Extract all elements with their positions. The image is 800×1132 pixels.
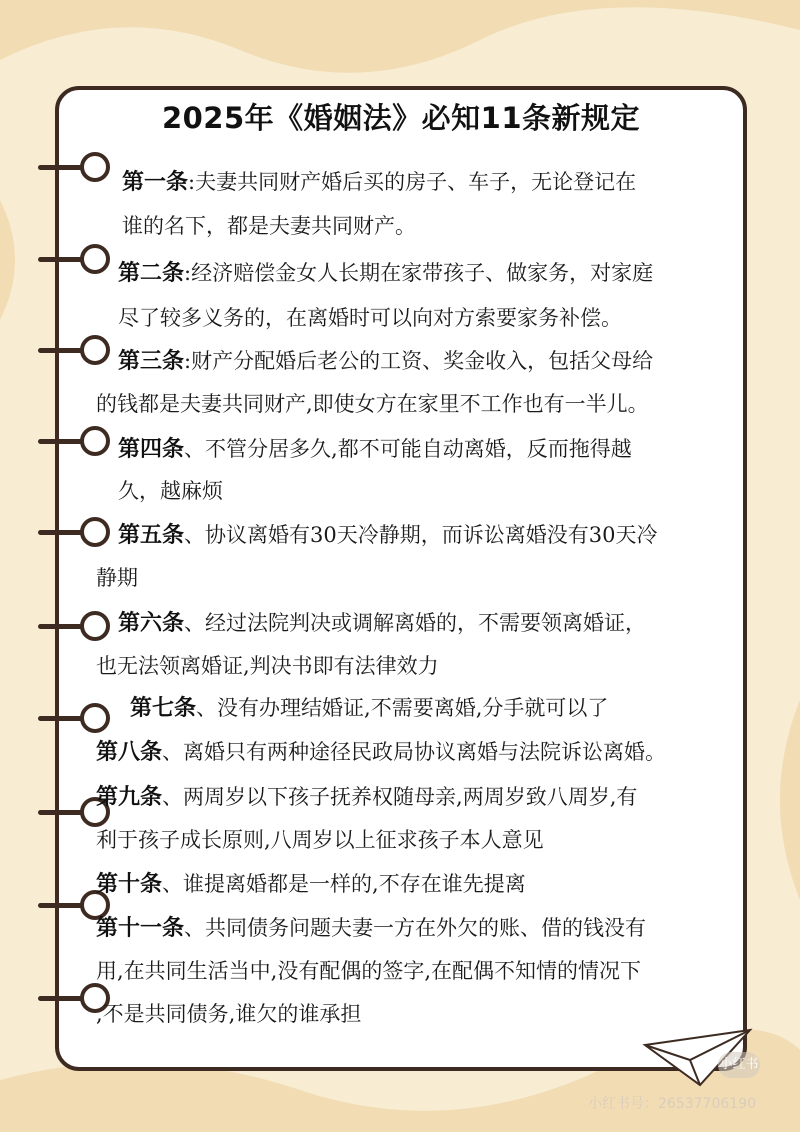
article-text-cont: 用,在共同生活当中,没有配偶的签字,在配偶不知情的情况下 <box>96 959 642 983</box>
article-text: 不管分居多久,都不可能自动离婚，反而拖得越 <box>205 437 632 461</box>
article-text-cont: 也无法领离婚证,判决书即有法律效力 <box>96 654 439 678</box>
article-label: 第十条 <box>96 872 163 897</box>
article-text: 财产分配婚后老公的工资、奖金收入，包括父母给 <box>191 349 654 373</box>
article-text: 没有办理结婚证,不需要离婚,分手就可以了 <box>217 696 609 720</box>
article-label: 第四条 <box>118 437 185 462</box>
article-label: 第二条 <box>118 261 185 286</box>
article-label: 第六条 <box>118 611 185 636</box>
article-text: 夫妻共同财产婚后买的房子、车子，无论登记在 <box>195 170 637 194</box>
article-text: 离婚只有两种途径民政局协议离婚与法院诉讼离婚。 <box>183 740 667 764</box>
article-separator: : <box>184 349 192 373</box>
article-text-cont: 谁的名下，都是夫妻共同财产。 <box>122 214 416 238</box>
article-separator: : <box>184 261 192 285</box>
article-label: 第一条 <box>122 170 189 195</box>
article-text: 经济赔偿金女人长期在家带孩子、做家务，对家庭 <box>191 261 654 285</box>
article-text-cont: 尽了较多义务的，在离婚时可以向对方索要家务补偿。 <box>118 306 622 330</box>
article-text: 谁提离婚都是一样的,不存在谁先提离 <box>183 872 526 896</box>
page-title: 2025年《婚姻法》必知11条新规定 <box>161 101 641 135</box>
article-text: 协议离婚有30天冷静期，而诉讼离婚没有30天冷 <box>205 523 658 547</box>
spiral-ring-icon <box>80 611 110 641</box>
article-separator: 、 <box>184 523 206 547</box>
article-text-cont: 利于孩子成长原则,八周岁以上征求孩子本人意见 <box>96 828 544 852</box>
article-text-cont: ,不是共同债务,谁欠的谁承担 <box>96 1002 362 1026</box>
article-separator: 、 <box>162 740 184 764</box>
article-text: 共同债务问题夫妻一方在外欠的账、借的钱没有 <box>205 916 647 940</box>
article-separator: 、 <box>162 785 184 809</box>
spiral-ring-icon <box>80 426 110 456</box>
article-label: 第三条 <box>118 349 185 374</box>
article-label: 第五条 <box>118 523 185 548</box>
article-text-cont: 久，越麻烦 <box>118 479 223 503</box>
article-separator: 、 <box>184 916 206 940</box>
article-text-cont: 静期 <box>96 566 138 590</box>
article-label: 第八条 <box>96 740 163 765</box>
article-text: 两周岁以下孩子抚养权随母亲,两周岁致八周岁,有 <box>183 785 638 809</box>
article-label: 第十一条 <box>96 916 185 941</box>
article-label: 第七条 <box>130 696 197 721</box>
spiral-ring-icon <box>80 335 110 365</box>
watermark-text: 小红书号：26537706190 <box>588 1096 756 1112</box>
spiral-ring-icon <box>80 517 110 547</box>
article-separator: 、 <box>184 611 206 635</box>
spiral-ring-icon <box>80 244 110 274</box>
spiral-ring-icon <box>80 152 110 182</box>
article-separator: 、 <box>162 872 184 896</box>
watermark-logo: 小红书 <box>718 1052 760 1078</box>
article-label: 第九条 <box>96 785 163 810</box>
spiral-ring-icon <box>80 703 110 733</box>
article-text-cont: 的钱都是夫妻共同财产,即使女方在家里不工作也有一半儿。 <box>96 392 649 416</box>
article-text: 经过法院判决或调解离婚的，不需要领离婚证， <box>205 611 647 635</box>
article-separator: 、 <box>184 437 206 461</box>
article-separator: 、 <box>196 696 218 720</box>
article-separator: : <box>188 170 196 194</box>
